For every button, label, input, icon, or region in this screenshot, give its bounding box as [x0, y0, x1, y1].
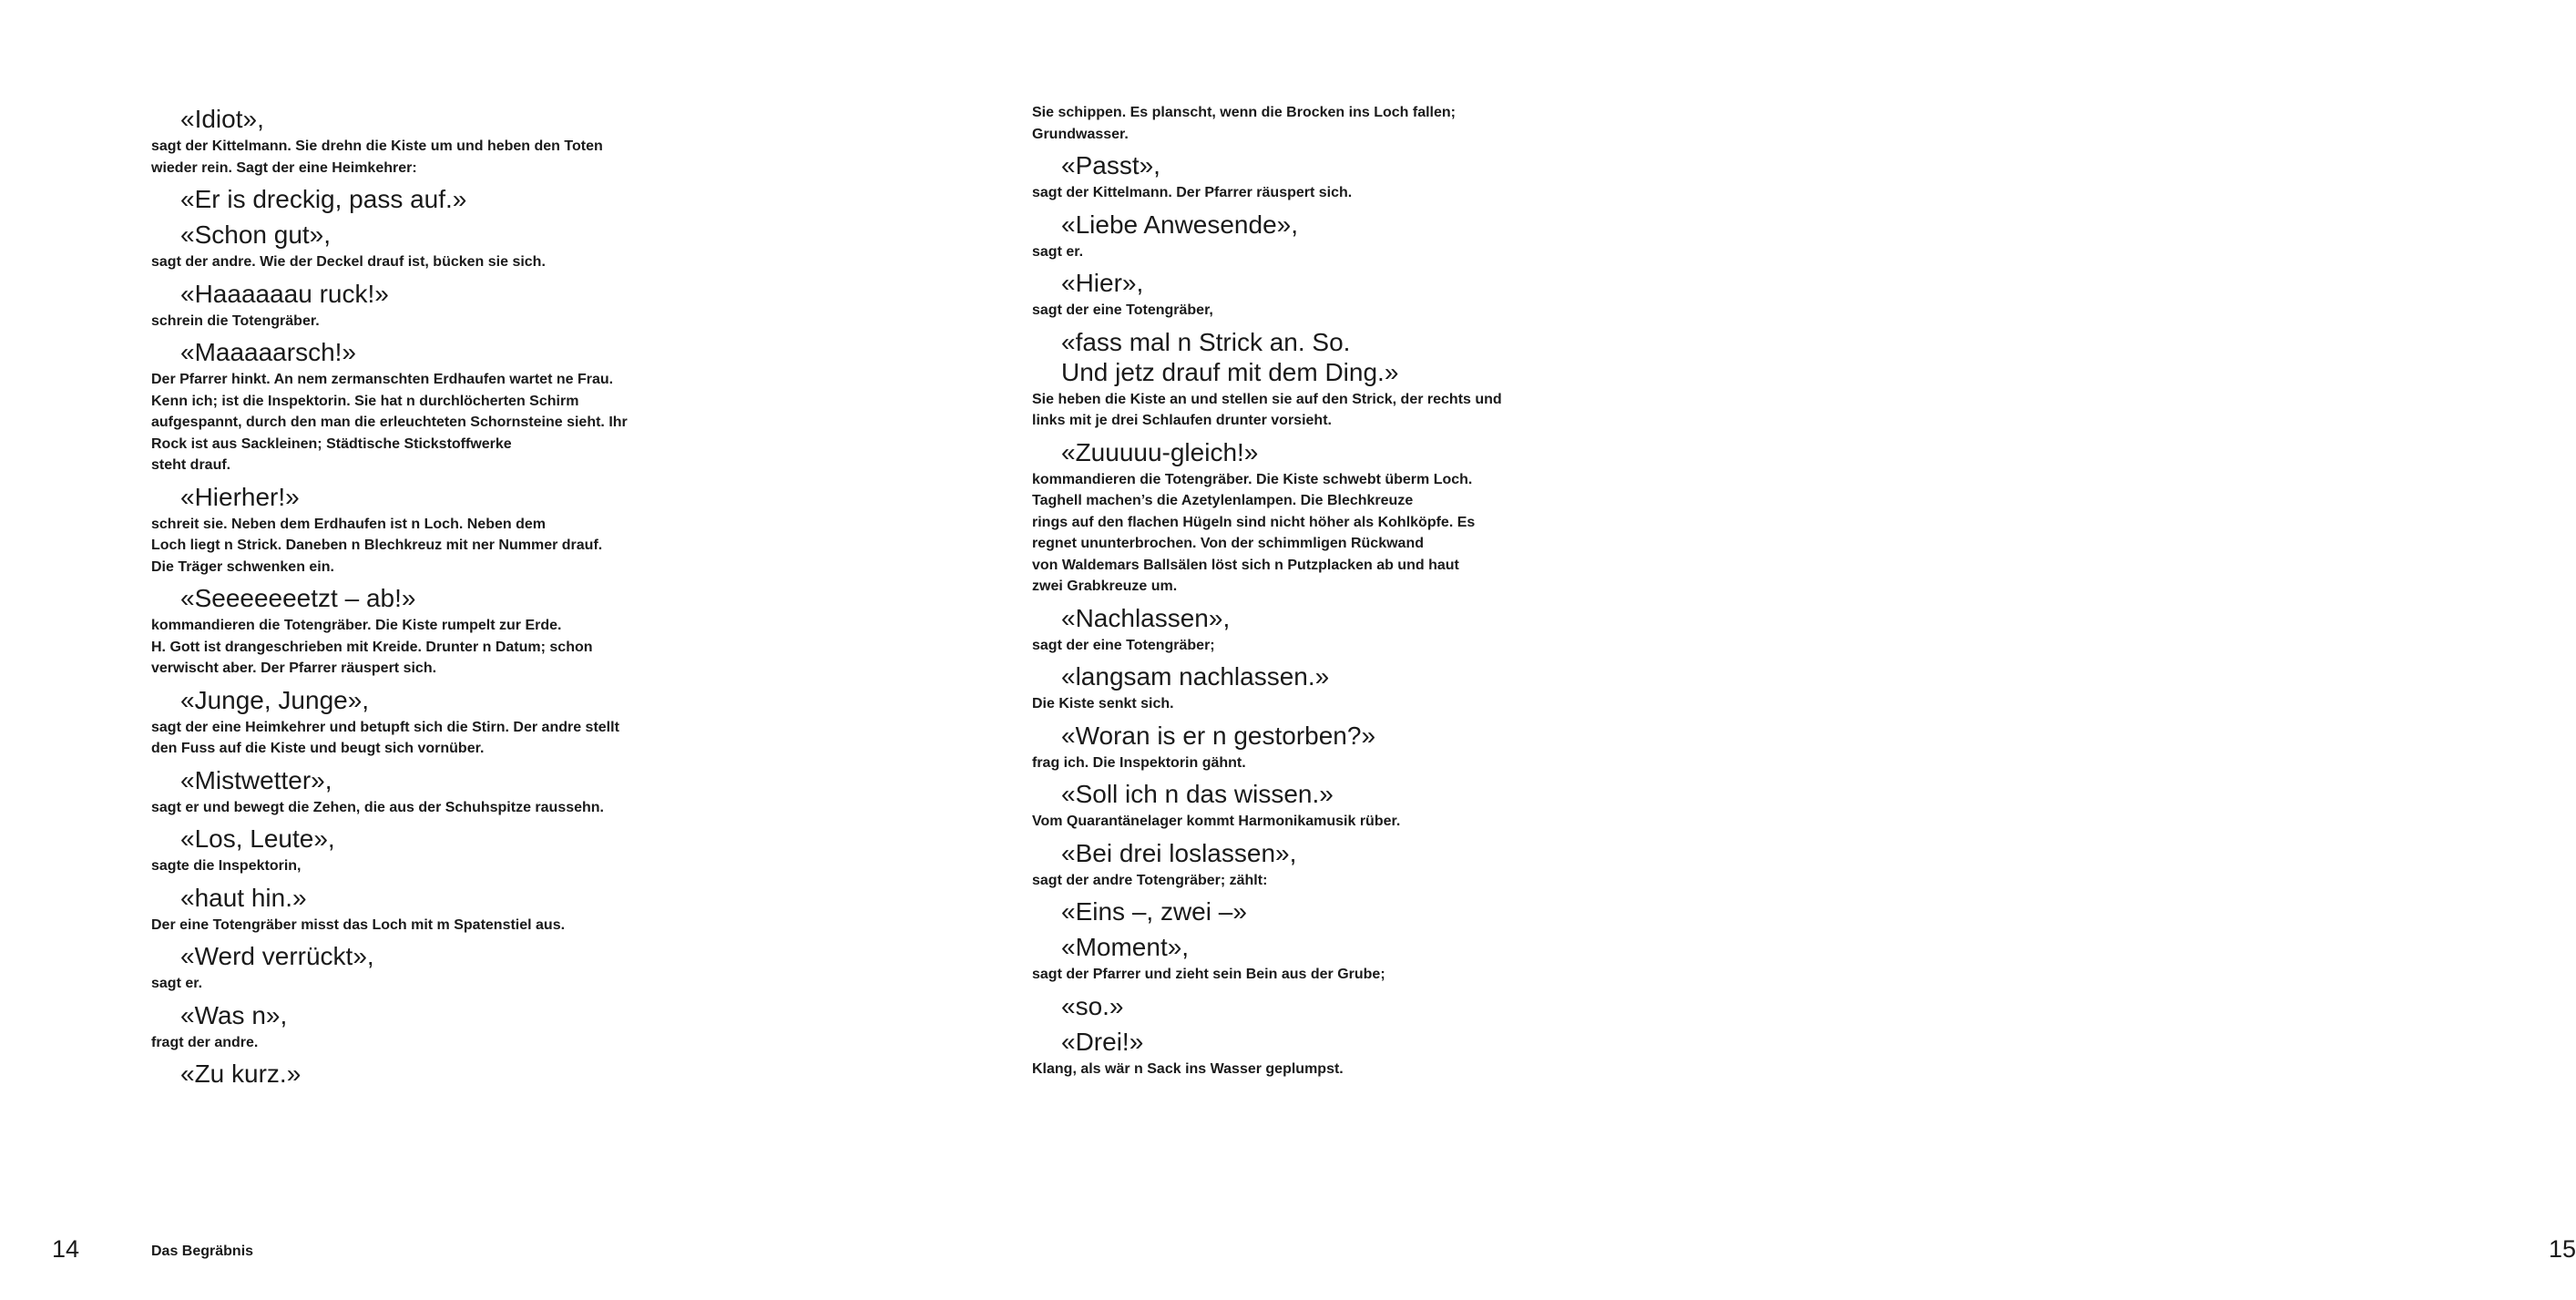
- narration-paragraph: sagt der Kittelmann. Sie drehn die Kiste um und heben den Toten wieder rein. Sagt der eine Heimkehrer:: [151, 138, 603, 176]
- dialogue-line: «langsam nachlassen.»: [1061, 662, 1330, 691]
- dialogue-line: «Er is dreckig, pass auf.»: [180, 185, 467, 213]
- dialogue-line: «Maaaaarsch!»: [180, 338, 357, 366]
- narration-paragraph: sagt der eine Heimkehrer und betupft sich die Stirn. Der andre stellt den Fuss auf die Kiste und beugt sich vornüber.: [151, 719, 619, 756]
- dialogue-line: «Liebe Anwesende»,: [1061, 210, 1298, 239]
- narration-paragraph: sagt der eine Totengräber;: [1032, 637, 1215, 653]
- left-page: [0, 0, 874, 1300]
- dialogue-line: «Nachlassen»,: [1061, 603, 1231, 632]
- narration-paragraph: sagt der andre. Wie der Deckel drauf ist, bücken sie sich.: [151, 254, 546, 270]
- narration-paragraph: Der Pfarrer hinkt. An nem zermanschten Erdhaufen wartet ne Frau. Kenn ich; ist die Inspektorin. Sie hat n durchlöcherten Schirm aufgespannt, durch den man die erleuchteten Schornsteine sieht. Ihr Rock ist aus Sackleinen; Städtische Stickstoffwerke steht drauf.: [151, 372, 628, 473]
- dialogue-line: «Soll ich n das wissen.»: [1061, 780, 1334, 808]
- left-text-column: [151, 98, 698, 1090]
- narration-paragraph: sagt er.: [151, 976, 203, 991]
- dialogue-line: «Idiot»,: [180, 105, 264, 133]
- narration-paragraph: sagt er und bewegt die Zehen, die aus der Schuhspitze raussehn.: [151, 799, 604, 815]
- narration-paragraph: sagt der eine Totengräber,: [1032, 302, 1213, 318]
- dialogue-line: «Was n»,: [180, 1000, 288, 1029]
- narration-paragraph: Der eine Totengräber misst das Loch mit m Spatenstiel aus.: [151, 916, 566, 933]
- dialogue-line: «Zuuuuu-gleich!»: [1061, 437, 1259, 466]
- dialogue-line: «Passt»,: [1061, 151, 1160, 179]
- dialogue-line: «Zu kurz.»: [180, 1059, 302, 1088]
- dialogue-line: «Bei drei loslassen»,: [1061, 838, 1297, 867]
- dialogue-line: «so.»: [1061, 991, 1124, 1020]
- narration-paragraph: sagt der Kittelmann. Der Pfarrer räuspert sich.: [1032, 185, 1353, 200]
- dialogue-line: «haut hin.»: [180, 883, 307, 912]
- dialogue-line: «Mistwetter»,: [180, 765, 332, 794]
- narration-paragraph: Sie heben die Kiste an und stellen sie auf den Strick, der rechts und links mit je drei Schlaufen drunter vorsieht.: [1032, 391, 1502, 428]
- narration-paragraph: sagt er.: [1032, 243, 1084, 260]
- narration-paragraph: Vom Quarantänelager kommt Harmonikamusik rüber.: [1032, 814, 1401, 829]
- narration-paragraph: Klang, als wär n Sack ins Wasser geplumpst.: [1032, 1060, 1344, 1077]
- dialogue-line: «Werd verrückt»,: [180, 942, 374, 970]
- running-head: Das Begräbnis: [151, 1244, 254, 1259]
- dialogue-line: «Hierher!»: [180, 482, 300, 511]
- right-text-column: [1032, 102, 1579, 1080]
- page-number-right: 15: [2549, 1235, 2576, 1263]
- narration-paragraph: fragt der andre.: [151, 1034, 259, 1050]
- narration-paragraph: kommandieren die Totengräber. Die Kiste rumpelt zur Erde. H. Gott ist drangeschrieben mit Kreide. Drunter n Datum; schon verwischt aber. Der Pfarrer räuspert sich.: [151, 618, 593, 676]
- narration-paragraph: sagt der Pfarrer und zieht sein Bein aus der Grube;: [1032, 967, 1385, 982]
- dialogue-line: «Seeeeeeetzt – ab!»: [180, 584, 416, 612]
- narration-paragraph: sagt der andre Totengräber; zählt:: [1032, 872, 1268, 888]
- narration-paragraph: Sie schippen. Es planscht, wenn die Brocken ins Loch fallen; Grundwasser.: [1032, 105, 1456, 142]
- dialogue-line: «Schon gut»,: [180, 220, 332, 249]
- narration-paragraph: Die Kiste senkt sich.: [1032, 696, 1174, 711]
- narration-paragraph: kommandieren die Totengräber. Die Kiste schwebt überm Loch. Taghell machen’s die Azetylenlampen. Die Blechkreuze rings auf den flachen Hügeln sind nicht höher als Kohlköpfe. Es regnet ununterbrochen. Von der schimmligen Rückwand von Waldemars Ballsälen löst sich n Putzplacken ab und haut zwei Grabkreuze um.: [1032, 471, 1476, 594]
- dialogue-line: «Eins –, zwei –»: [1061, 897, 1247, 926]
- right-page: [874, 0, 2576, 1300]
- dialogue-line: «Drei!»: [1061, 1027, 1144, 1056]
- dialogue-line: «Haaaaaau ruck!»: [180, 279, 389, 308]
- dialogue-line: «Junge, Junge»,: [180, 685, 370, 714]
- dialogue-line: «Hier»,: [1061, 269, 1144, 297]
- dialogue-line: «Woran is er n gestorben?»: [1061, 721, 1376, 750]
- narration-paragraph: schrein die Totengräber.: [151, 312, 320, 329]
- narration-paragraph: schreit sie. Neben dem Erdhaufen ist n Loch. Neben dem Loch liegt n Strick. Daneben n Blechkreuz mit ner Nummer drauf. Die Träger schwenken ein.: [151, 516, 603, 575]
- dialogue-line: «fass mal n Strick an. So. Und jetz drauf mit dem Ding.»: [1061, 327, 1399, 386]
- dialogue-line: «Moment»,: [1061, 933, 1190, 961]
- narration-paragraph: frag ich. Die Inspektorin gähnt.: [1032, 754, 1246, 771]
- narration-paragraph: sagte die Inspektorin,: [151, 858, 302, 874]
- page-number-left: 14: [52, 1235, 80, 1263]
- dialogue-line: «Los, Leute»,: [180, 824, 335, 853]
